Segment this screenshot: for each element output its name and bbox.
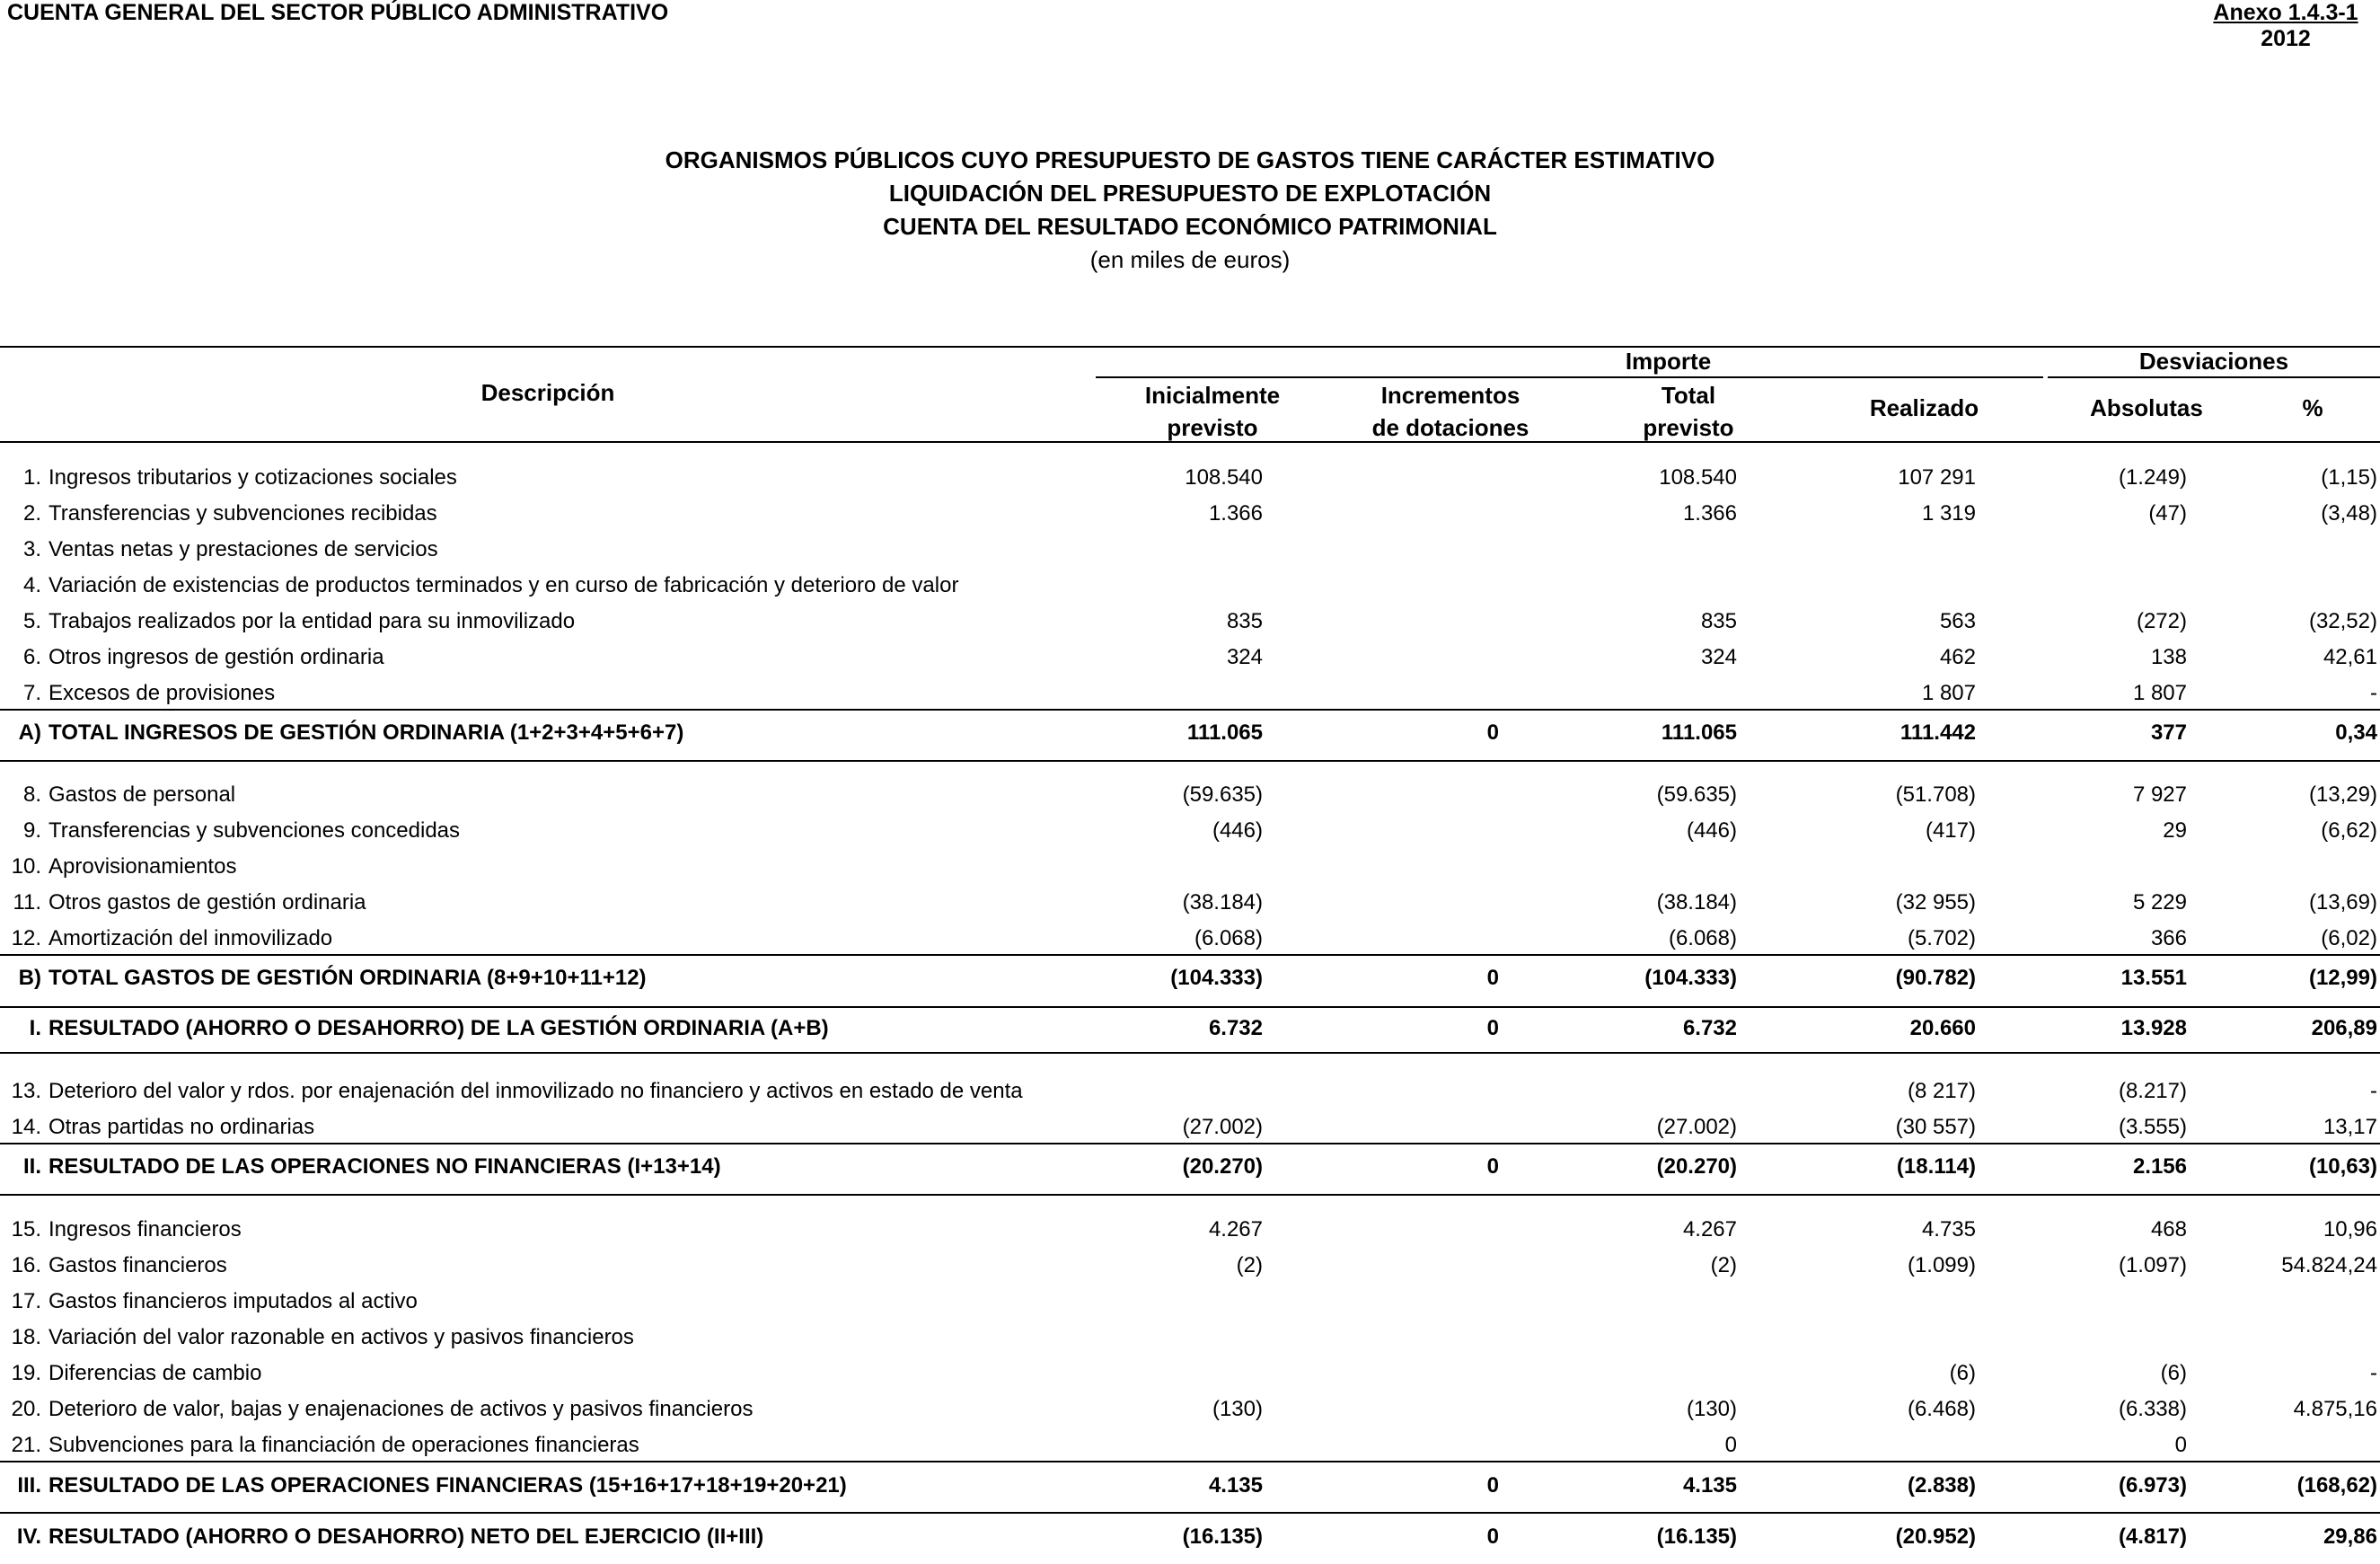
row-label: Deterioro de valor, bajas y enajenaciones de activos y pasivos financieros [48, 1397, 754, 1421]
report-title-line2: LIQUIDACIÓN DEL PRESUPUESTO DE EXPLOTACIÓN [888, 180, 1492, 207]
col-header-total-line2: previsto [1643, 414, 1734, 441]
cell-desviacion-pct: - [2370, 1079, 2377, 1103]
cell-desviacion-pct: (10,63) [2308, 1154, 2377, 1179]
cell-total-previsto: (104.333) [1644, 966, 1737, 990]
cell-desviacion-pct: (168,62) [2296, 1473, 2377, 1498]
col-header-incrementos-line1: Incrementos [1380, 382, 1521, 409]
cell-inicialmente-previsto: (446) [1212, 818, 1263, 843]
cell-inicialmente-previsto: 835 [1226, 609, 1263, 633]
cell-realizado: (8 217) [1907, 1079, 1976, 1103]
section-rule [0, 760, 2380, 762]
row-label: TOTAL GASTOS DE GESTIÓN ORDINARIA (8+9+10+11+12) [48, 966, 647, 990]
row-label: Aprovisionamientos [48, 854, 237, 879]
col-header-inicial-line1: Inicialmente [1144, 382, 1281, 409]
col-header-total-previsto [1572, 379, 1805, 444]
row-label: Otros ingresos de gestión ordinaria [48, 645, 384, 669]
cell-realizado: (1.099) [1907, 1253, 1976, 1277]
annex-block [2191, 0, 2380, 52]
cell-desviacion-absoluta: (6.973) [2118, 1473, 2187, 1498]
row-number: 5. [22, 609, 41, 633]
cell-desviacion-absoluta: 1 807 [2132, 681, 2187, 705]
cell-desviacion-absoluta: 13.928 [2120, 1016, 2187, 1040]
row-label: RESULTADO DE LAS OPERACIONES FINANCIERAS (15+16+17+18+19+20+21) [48, 1473, 847, 1498]
row-label: RESULTADO DE LAS OPERACIONES NO FINANCIERAS (I+13+14) [48, 1154, 721, 1179]
importe-rule [1096, 376, 2043, 378]
cell-total-previsto: (59.635) [1656, 782, 1737, 807]
group-header-desviaciones: Desviaciones [2138, 348, 2289, 375]
cell-total-previsto: (2) [1710, 1253, 1737, 1277]
col-header-incrementos-line2: de dotaciones [1371, 414, 1529, 441]
cell-inicialmente-previsto: (130) [1212, 1397, 1263, 1421]
cell-realizado: 563 [1939, 609, 1976, 633]
cell-desviacion-pct: 42,61 [2323, 645, 2377, 669]
cell-incrementos: 0 [1486, 1524, 1499, 1549]
annex-year: 2012 [2261, 26, 2311, 51]
cell-incrementos: 0 [1486, 966, 1499, 990]
row-label: Otros gastos de gestión ordinaria [48, 890, 366, 915]
cell-total-previsto: (6.068) [1668, 926, 1737, 950]
row-number: 20. [11, 1397, 41, 1421]
cell-realizado: 1 319 [1921, 501, 1976, 526]
cell-realizado: (6.468) [1907, 1397, 1976, 1421]
cell-realizado: (6) [1949, 1361, 1976, 1385]
cell-desviacion-absoluta: 13.551 [2120, 966, 2187, 990]
cell-total-previsto: 4.267 [1682, 1217, 1737, 1241]
cell-realizado: 107 291 [1898, 465, 1976, 490]
row-number: 18. [11, 1325, 41, 1349]
cell-desviacion-pct: (13,69) [2308, 890, 2377, 915]
cell-total-previsto: 1.366 [1682, 501, 1737, 526]
cell-inicialmente-previsto: (16.135) [1182, 1524, 1263, 1549]
cell-inicialmente-previsto: 6.732 [1208, 1016, 1263, 1040]
row-label: Transferencias y subvenciones recibidas [48, 501, 437, 526]
row-number: 17. [11, 1289, 41, 1313]
row-label: Otras partidas no ordinarias [48, 1115, 315, 1139]
cell-inicialmente-previsto: 4.135 [1208, 1473, 1263, 1498]
col-header-inicial-line2: previsto [1167, 414, 1258, 441]
cell-desviacion-absoluta: 5 229 [2132, 890, 2187, 915]
cell-desviacion-pct: 4.875,16 [2293, 1397, 2377, 1421]
report-title-line3: CUENTA DEL RESULTADO ECONÓMICO PATRIMONIAL [883, 213, 1497, 240]
cell-total-previsto: (16.135) [1656, 1524, 1737, 1549]
row-label: Gastos de personal [48, 782, 236, 807]
cell-desviacion-absoluta: (47) [2148, 501, 2187, 526]
row-label: Gastos financieros imputados al activo [48, 1289, 418, 1313]
row-label: Ventas netas y prestaciones de servicios [48, 537, 438, 561]
cell-realizado: (51.708) [1895, 782, 1976, 807]
cell-desviacion-absoluta: (4.817) [2118, 1524, 2187, 1549]
cell-desviacion-pct: 13,17 [2323, 1115, 2377, 1139]
row-number: 10. [11, 854, 41, 879]
section-rule [0, 1143, 2380, 1144]
row-label: Trabajos realizados por la entidad para su inmovilizado [48, 609, 576, 633]
cell-total-previsto: (20.270) [1656, 1154, 1737, 1179]
row-number: 11. [13, 890, 41, 915]
cell-desviacion-absoluta: (6.338) [2118, 1397, 2187, 1421]
row-number: IV. [16, 1524, 41, 1549]
cell-desviacion-pct: (6,62) [2321, 818, 2377, 843]
cell-total-previsto: (27.002) [1656, 1115, 1737, 1139]
row-number: B) [18, 966, 41, 990]
header-bottom-rule [0, 441, 2380, 443]
cell-total-previsto: 835 [1700, 609, 1737, 633]
cell-realizado: (18.114) [1896, 1154, 1976, 1179]
row-number: 1. [22, 465, 41, 490]
cell-desviacion-pct: 0,34 [2335, 720, 2377, 745]
row-number: 14. [11, 1115, 41, 1139]
cell-desviacion-pct: 54.824,24 [2281, 1253, 2377, 1277]
row-label: Diferencias de cambio [48, 1361, 262, 1385]
col-header-absolutas: Absolutas [2090, 394, 2203, 421]
cell-total-previsto: (446) [1686, 818, 1737, 843]
row-number: 4. [22, 573, 41, 597]
cell-desviacion-absoluta: 377 [2150, 720, 2187, 745]
row-number: 6. [22, 645, 41, 669]
col-header-total-line1: Total [1661, 382, 1716, 409]
row-label: Ingresos financieros [48, 1217, 242, 1241]
col-header-pct: % [2302, 394, 2323, 421]
row-number: II. [22, 1154, 41, 1179]
cell-desviacion-absoluta: 468 [2150, 1217, 2187, 1241]
cell-incrementos: 0 [1486, 1016, 1499, 1040]
cell-desviacion-absoluta: (1.249) [2118, 465, 2187, 490]
row-number: 16. [11, 1253, 41, 1277]
cell-total-previsto: 108.540 [1659, 465, 1737, 490]
cell-desviacion-absoluta: (6) [2160, 1361, 2187, 1385]
row-number: 19. [11, 1361, 41, 1385]
row-number: 8. [22, 782, 41, 807]
col-header-inicialmente-previsto [1096, 379, 1329, 444]
cell-total-previsto: 6.732 [1682, 1016, 1737, 1040]
row-label: Transferencias y subvenciones concedidas [48, 818, 461, 843]
cell-realizado: 4.735 [1921, 1217, 1976, 1241]
cell-desviacion-pct: (3,48) [2321, 501, 2377, 526]
cell-desviacion-pct: (13,29) [2308, 782, 2377, 807]
cell-desviacion-pct: - [2370, 1361, 2377, 1385]
cell-total-previsto: 111.065 [1661, 720, 1737, 745]
cell-total-previsto: (38.184) [1656, 890, 1737, 915]
cell-realizado: (30 557) [1895, 1115, 1976, 1139]
section-rule [0, 709, 2380, 711]
cell-desviacion-absoluta: (3.555) [2118, 1115, 2187, 1139]
col-header-incrementos [1329, 379, 1572, 444]
cell-realizado: (20.952) [1895, 1524, 1976, 1549]
cell-realizado: (90.782) [1895, 966, 1976, 990]
cell-realizado: 462 [1939, 645, 1976, 669]
row-label: Variación de existencias de productos terminados y en curso de fabricación y deterioro de valor [48, 573, 959, 597]
desviaciones-rule [2048, 376, 2380, 378]
section-rule [0, 1194, 2380, 1196]
cell-desviacion-pct: (1,15) [2321, 465, 2377, 490]
cell-desviacion-pct: 10,96 [2323, 1217, 2377, 1241]
cell-desviacion-absoluta: (272) [2136, 609, 2187, 633]
cell-inicialmente-previsto: 324 [1226, 645, 1263, 669]
row-number: 15. [11, 1217, 41, 1241]
cell-inicialmente-previsto: (2) [1236, 1253, 1263, 1277]
row-number: 3. [22, 537, 41, 561]
col-header-realizado: Realizado [1869, 394, 1979, 421]
cell-desviacion-absoluta: 29 [2163, 818, 2187, 843]
cell-realizado: (5.702) [1907, 926, 1976, 950]
cell-inicialmente-previsto: 108.540 [1185, 465, 1263, 490]
group-header-importe: Importe [1625, 348, 1712, 375]
row-number: III. [17, 1473, 41, 1498]
cell-total-previsto: 324 [1700, 645, 1737, 669]
row-number: 7. [22, 681, 41, 705]
section-rule [0, 1461, 2380, 1462]
row-number: I. [29, 1016, 41, 1040]
cell-inicialmente-previsto: 111.065 [1186, 720, 1263, 745]
col-header-descripcion: Descripción [480, 379, 615, 406]
cell-desviacion-absoluta: 7 927 [2132, 782, 2187, 807]
row-number: 2. [22, 501, 41, 526]
cell-inicialmente-previsto: (104.333) [1170, 966, 1263, 990]
cell-desviacion-pct: (6,02) [2321, 926, 2377, 950]
row-number: 9. [22, 818, 41, 843]
cell-total-previsto: 0 [1724, 1433, 1737, 1457]
row-number: 12. [11, 926, 41, 950]
cell-realizado: 20.660 [1909, 1016, 1976, 1040]
cell-inicialmente-previsto: (27.002) [1182, 1115, 1263, 1139]
row-number: 13. [11, 1079, 41, 1103]
cell-inicialmente-previsto: 4.267 [1208, 1217, 1263, 1241]
cell-desviacion-absoluta: 366 [2150, 926, 2187, 950]
cell-desviacion-pct: 29,86 [2323, 1524, 2377, 1549]
cell-total-previsto: 4.135 [1682, 1473, 1737, 1498]
cell-inicialmente-previsto: (59.635) [1182, 782, 1263, 807]
row-label: RESULTADO (AHORRO O DESAHORRO) NETO DEL EJERCICIO (II+III) [48, 1524, 764, 1549]
cell-desviacion-absoluta: (8.217) [2118, 1079, 2187, 1103]
report-units: (en miles de euros) [1089, 246, 1291, 273]
cell-realizado: 111.442 [1900, 720, 1976, 745]
row-label: Subvenciones para la financiación de operaciones financieras [48, 1433, 639, 1457]
section-rule [0, 954, 2380, 956]
section-rule [0, 1006, 2380, 1008]
row-number: A) [18, 720, 41, 745]
row-label: Gastos financieros [48, 1253, 227, 1277]
row-label: Ingresos tributarios y cotizaciones sociales [48, 465, 457, 490]
cell-incrementos: 0 [1486, 720, 1499, 745]
cell-inicialmente-previsto: (20.270) [1182, 1154, 1263, 1179]
row-label: Variación del valor razonable en activos y pasivos financieros [48, 1325, 634, 1349]
cell-realizado: (2.838) [1907, 1473, 1976, 1498]
section-rule [0, 1512, 2380, 1514]
cell-realizado: 1 807 [1921, 681, 1976, 705]
row-label: Amortización del inmovilizado [48, 926, 333, 950]
cell-inicialmente-previsto: 1.366 [1208, 501, 1263, 526]
row-label: Deterioro del valor y rdos. por enajenación del inmovilizado no financiero y activos en estado de venta [48, 1079, 1023, 1103]
cell-total-previsto: (130) [1686, 1397, 1737, 1421]
cell-desviacion-absoluta: 0 [2174, 1433, 2187, 1457]
annex-label: Anexo 1.4.3-1 [2213, 0, 2358, 25]
document-header-title: CUENTA GENERAL DEL SECTOR PÚBLICO ADMINISTRATIVO [7, 0, 669, 25]
row-number: 21. [11, 1433, 41, 1457]
cell-desviacion-absoluta: (1.097) [2118, 1253, 2187, 1277]
cell-desviacion-pct: (32,52) [2308, 609, 2377, 633]
cell-realizado: (32 955) [1895, 890, 1976, 915]
section-rule [0, 1052, 2380, 1054]
cell-inicialmente-previsto: (38.184) [1182, 890, 1263, 915]
cell-desviacion-pct: - [2370, 681, 2377, 705]
cell-incrementos: 0 [1486, 1473, 1499, 1498]
cell-inicialmente-previsto: (6.068) [1194, 926, 1263, 950]
cell-desviacion-pct: 206,89 [2311, 1016, 2377, 1040]
row-label: Excesos de provisiones [48, 681, 276, 705]
cell-incrementos: 0 [1486, 1154, 1499, 1179]
cell-realizado: (417) [1925, 818, 1976, 843]
report-title-line1: ORGANISMOS PÚBLICOS CUYO PRESUPUESTO DE GASTOS TIENE CARÁCTER ESTIMATIVO [665, 146, 1715, 173]
cell-desviacion-absoluta: 2.156 [2132, 1154, 2187, 1179]
cell-desviacion-absoluta: 138 [2150, 645, 2187, 669]
row-label: RESULTADO (AHORRO O DESAHORRO) DE LA GESTIÓN ORDINARIA (A+B) [48, 1016, 829, 1040]
cell-desviacion-pct: (12,99) [2308, 966, 2377, 990]
row-label: TOTAL INGRESOS DE GESTIÓN ORDINARIA (1+2+3+4+5+6+7) [48, 720, 684, 745]
